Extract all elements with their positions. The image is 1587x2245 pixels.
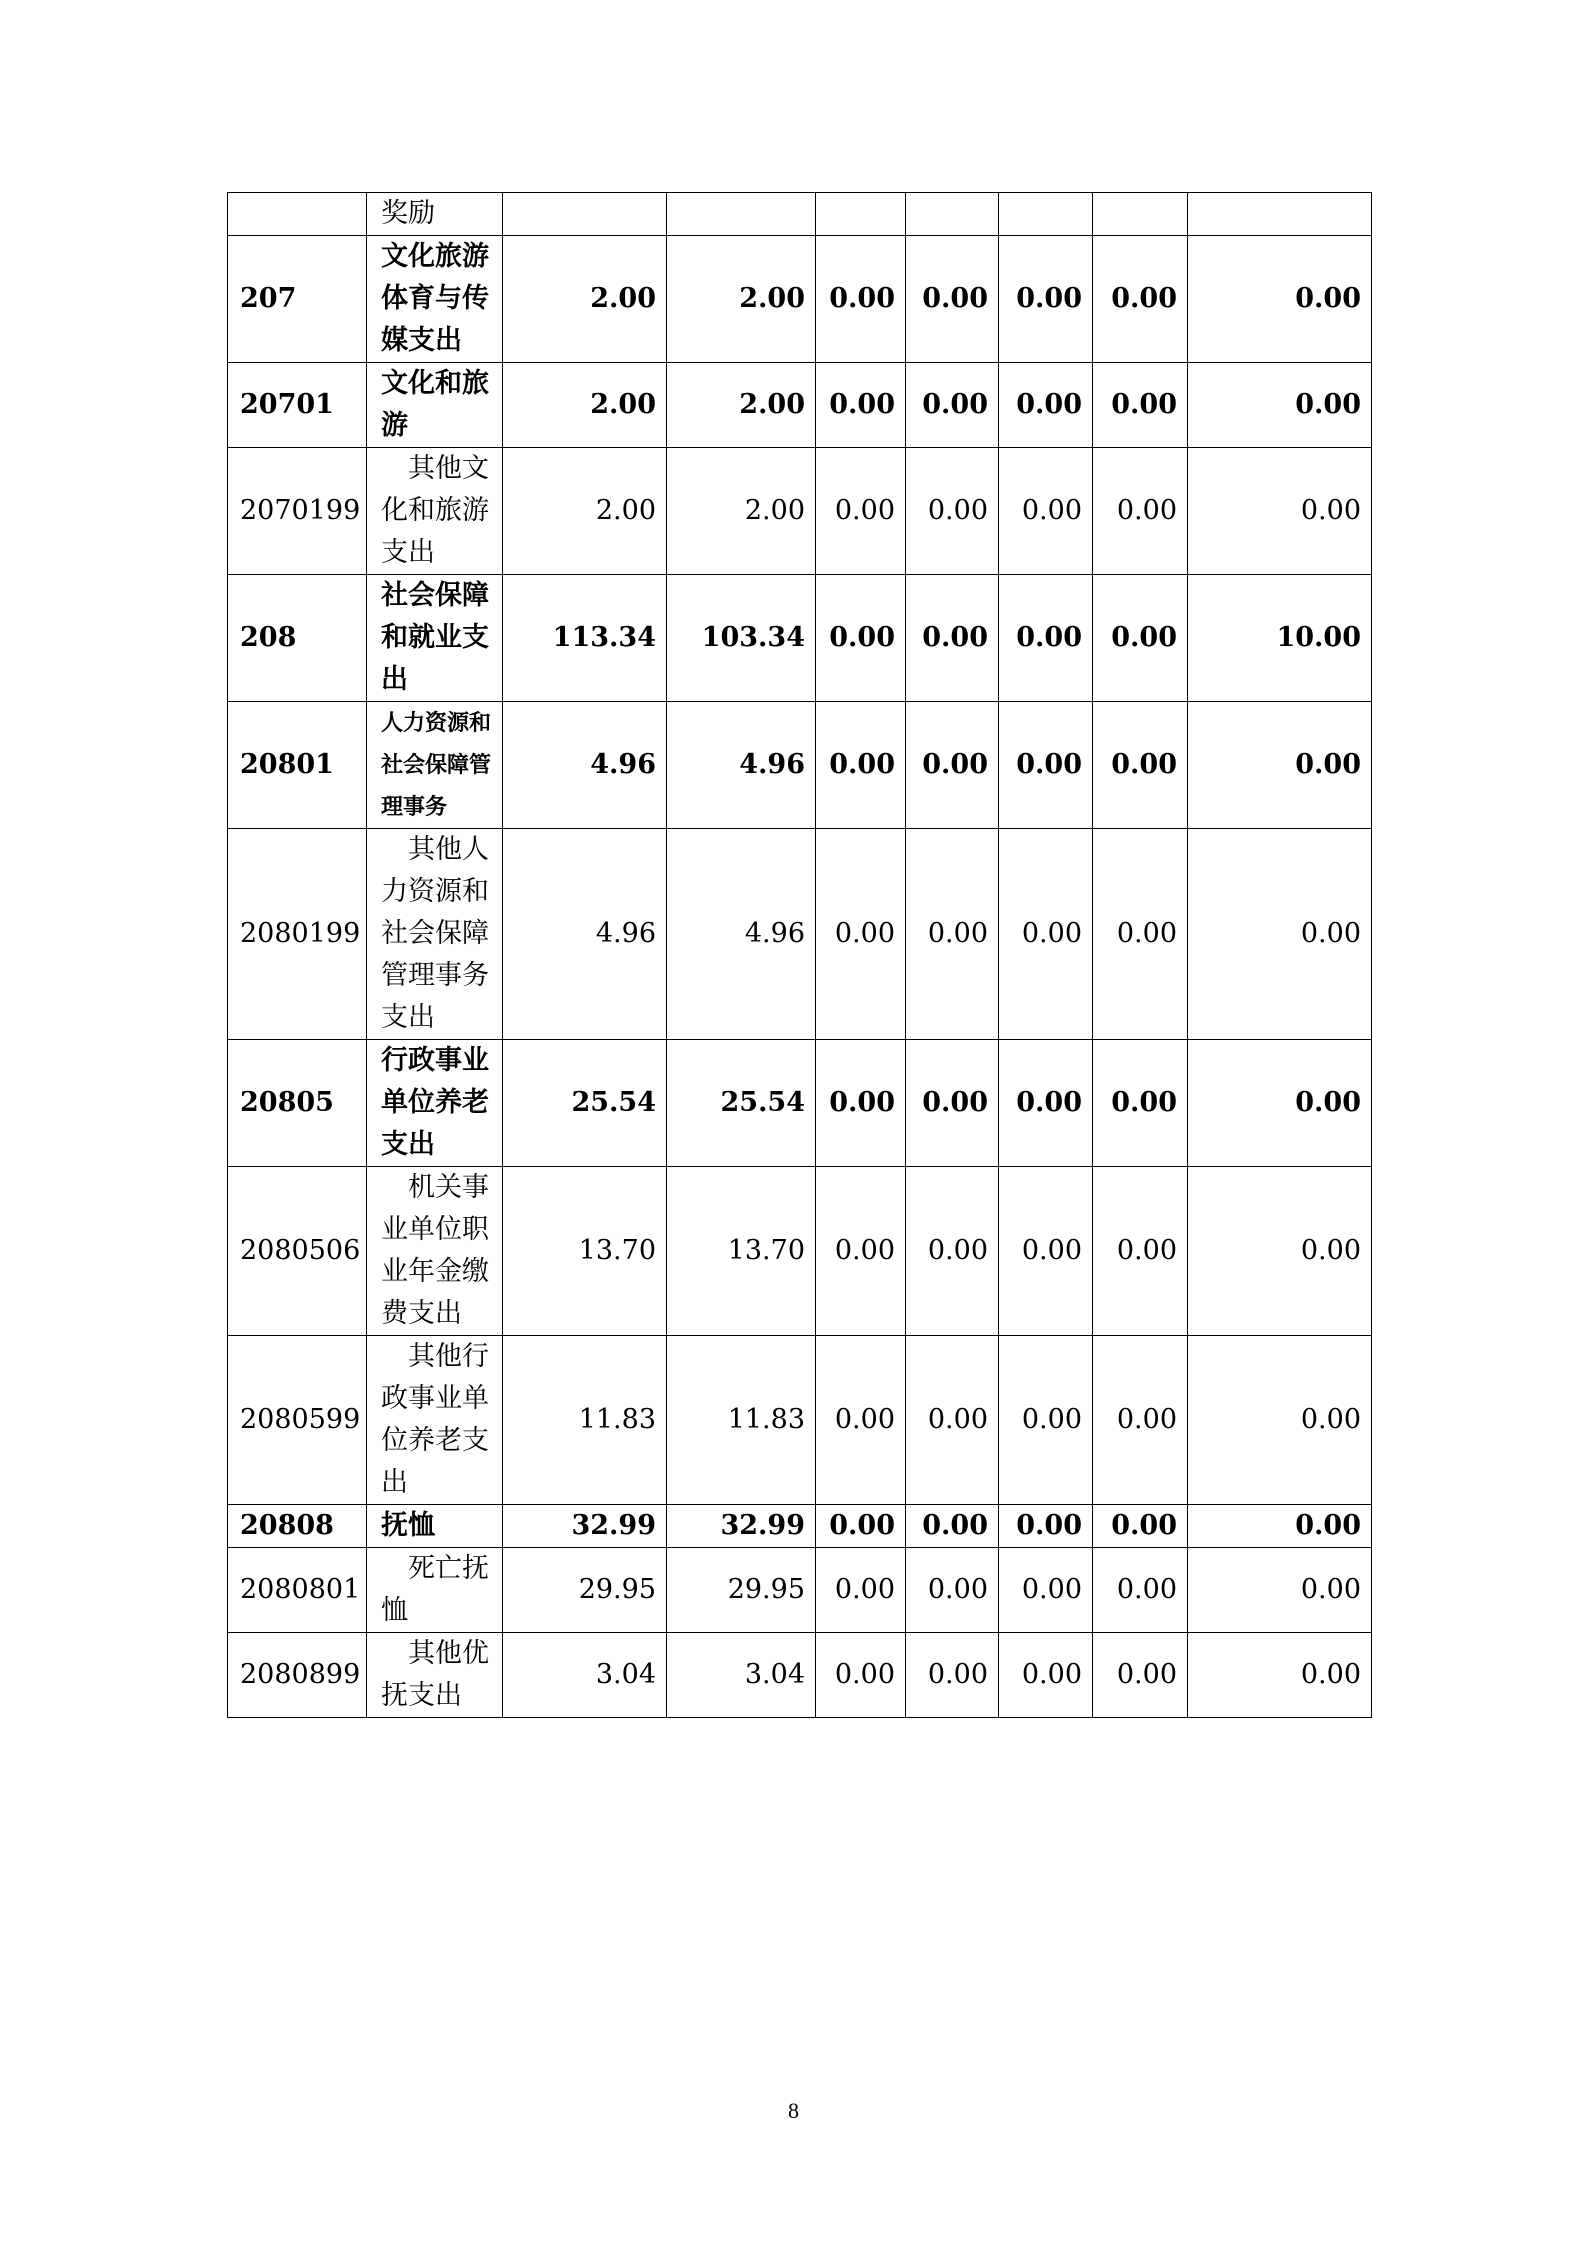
amount-cell: 0.00 [1093, 1548, 1188, 1633]
amount-cell: 0.00 [1093, 448, 1188, 575]
table-row [228, 1633, 1372, 1718]
amount-cell: 0.00 [816, 575, 906, 702]
amount-cell: 0.00 [816, 236, 906, 363]
amount-cell: 0.00 [1093, 829, 1188, 1040]
page-number: 8 [788, 2098, 799, 2123]
amount-cell: 0.00 [906, 575, 999, 702]
account-code-cell: 2080506 [228, 1167, 367, 1336]
amount-cell: 0.00 [1188, 363, 1372, 448]
amount-cell: 4.96 [667, 702, 816, 829]
amount-cell: 0.00 [1188, 1505, 1372, 1548]
amount-cell: 0.00 [999, 448, 1093, 575]
table-row [228, 829, 1372, 1040]
account-code-cell: 2080599 [228, 1336, 367, 1505]
table-row [228, 1548, 1372, 1633]
amount-cell: 0.00 [999, 1505, 1093, 1548]
amount-cell: 0.00 [816, 702, 906, 829]
amount-cell: 0.00 [816, 448, 906, 575]
account-name-cell: 其他人力资源和社会保障管理事务支出 [367, 829, 503, 1040]
account-code-cell: 20701 [228, 363, 367, 448]
amount-cell: 0.00 [1188, 1336, 1372, 1505]
amount-cell: 0.00 [906, 1336, 999, 1505]
amount-cell: 0.00 [1093, 1167, 1188, 1336]
table-row [228, 1040, 1372, 1167]
amount-cell: 11.83 [667, 1336, 816, 1505]
amount-cell: 0.00 [816, 829, 906, 1040]
amount-cell: 0.00 [1093, 236, 1188, 363]
amount-cell: 0.00 [999, 1167, 1093, 1336]
amount-cell: 25.54 [667, 1040, 816, 1167]
amount-cell: 0.00 [816, 1548, 906, 1633]
amount-cell: 0.00 [1093, 1336, 1188, 1505]
amount-cell [1093, 193, 1188, 236]
amount-cell: 2.00 [503, 236, 667, 363]
amount-cell: 0.00 [816, 1167, 906, 1336]
account-name-cell: 其他文化和旅游支出 [367, 448, 503, 575]
table-row [228, 1505, 1372, 1548]
table-row [228, 1167, 1372, 1336]
amount-cell: 4.96 [667, 829, 816, 1040]
amount-cell: 2.00 [667, 363, 816, 448]
amount-cell: 29.95 [503, 1548, 667, 1633]
amount-cell [667, 193, 816, 236]
amount-cell: 0.00 [906, 1167, 999, 1336]
amount-cell: 0.00 [999, 829, 1093, 1040]
amount-cell: 113.34 [503, 575, 667, 702]
account-code-cell: 2080199 [228, 829, 367, 1040]
amount-cell: 0.00 [1188, 1548, 1372, 1633]
account-code-cell: 20801 [228, 702, 367, 829]
amount-cell: 11.83 [503, 1336, 667, 1505]
amount-cell: 0.00 [906, 702, 999, 829]
amount-cell: 0.00 [999, 1040, 1093, 1167]
account-code-cell: 2070199 [228, 448, 367, 575]
amount-cell: 0.00 [906, 448, 999, 575]
account-name-cell: 其他行政事业单位养老支出 [367, 1336, 503, 1505]
amount-cell: 0.00 [999, 1336, 1093, 1505]
amount-cell: 0.00 [999, 236, 1093, 363]
account-code-cell: 207 [228, 236, 367, 363]
amount-cell: 103.34 [667, 575, 816, 702]
account-name-cell: 文化旅游体育与传媒支出 [367, 236, 503, 363]
amount-cell: 0.00 [1093, 575, 1188, 702]
amount-cell: 0.00 [1093, 702, 1188, 829]
amount-cell: 0.00 [906, 363, 999, 448]
amount-cell: 0.00 [1188, 829, 1372, 1040]
account-code-cell: 2080801 [228, 1548, 367, 1633]
amount-cell: 0.00 [1188, 1167, 1372, 1336]
amount-cell: 0.00 [999, 1548, 1093, 1633]
account-name-cell: 文化和旅游 [367, 363, 503, 448]
table-row [228, 1336, 1372, 1505]
amount-cell: 0.00 [906, 829, 999, 1040]
amount-cell: 25.54 [503, 1040, 667, 1167]
table-row [228, 575, 1372, 702]
amount-cell: 0.00 [816, 1336, 906, 1505]
amount-cell: 10.00 [1188, 575, 1372, 702]
table-row [228, 448, 1372, 575]
amount-cell: 0.00 [1093, 363, 1188, 448]
amount-cell: 2.00 [503, 448, 667, 575]
account-name-cell: 行政事业单位养老支出 [367, 1040, 503, 1167]
amount-cell: 0.00 [999, 363, 1093, 448]
amount-cell: 29.95 [667, 1548, 816, 1633]
amount-cell [999, 193, 1093, 236]
amount-cell: 0.00 [1093, 1505, 1188, 1548]
amount-cell: 3.04 [503, 1633, 667, 1718]
amount-cell: 0.00 [1188, 1633, 1372, 1718]
budget-table [227, 192, 1372, 1718]
account-name-cell: 社会保障和就业支出 [367, 575, 503, 702]
account-name-cell: 死亡抚恤 [367, 1548, 503, 1633]
account-code-cell: 208 [228, 575, 367, 702]
table-body [228, 193, 1372, 1718]
amount-cell: 0.00 [999, 575, 1093, 702]
account-name-cell: 抚恤 [367, 1505, 503, 1548]
amount-cell: 0.00 [1188, 448, 1372, 575]
account-name-cell: 机关事业单位职业年金缴费支出 [367, 1167, 503, 1336]
amount-cell: 0.00 [906, 236, 999, 363]
amount-cell: 2.00 [667, 236, 816, 363]
account-name-cell: 其他优抚支出 [367, 1633, 503, 1718]
amount-cell: 0.00 [906, 1040, 999, 1167]
amount-cell: 3.04 [667, 1633, 816, 1718]
amount-cell [1188, 193, 1372, 236]
amount-cell: 13.70 [667, 1167, 816, 1336]
amount-cell: 0.00 [1093, 1040, 1188, 1167]
account-code-cell: 20805 [228, 1040, 367, 1167]
amount-cell: 0.00 [906, 1505, 999, 1548]
amount-cell: 13.70 [503, 1167, 667, 1336]
amount-cell: 0.00 [816, 1040, 906, 1167]
account-name-cell: 奖励 [367, 193, 503, 236]
amount-cell: 2.00 [667, 448, 816, 575]
amount-cell: 0.00 [999, 702, 1093, 829]
table-row [228, 236, 1372, 363]
account-code-cell: 2080899 [228, 1633, 367, 1718]
account-code-cell [228, 193, 367, 236]
amount-cell: 0.00 [999, 1633, 1093, 1718]
table-row [228, 702, 1372, 829]
table-row [228, 363, 1372, 448]
amount-cell: 4.96 [503, 702, 667, 829]
amount-cell: 0.00 [906, 1633, 999, 1718]
amount-cell: 4.96 [503, 829, 667, 1040]
amount-cell: 0.00 [906, 1548, 999, 1633]
amount-cell [503, 193, 667, 236]
account-name-cell: 人力资源和社会保障管理事务 [367, 702, 503, 829]
amount-cell: 0.00 [816, 1505, 906, 1548]
amount-cell: 0.00 [1093, 1633, 1188, 1718]
amount-cell: 0.00 [816, 363, 906, 448]
amount-cell [816, 193, 906, 236]
amount-cell: 0.00 [816, 1633, 906, 1718]
amount-cell: 0.00 [1188, 702, 1372, 829]
amount-cell: 32.99 [667, 1505, 816, 1548]
amount-cell: 32.99 [503, 1505, 667, 1548]
account-code-cell: 20808 [228, 1505, 367, 1548]
amount-cell: 0.00 [1188, 1040, 1372, 1167]
table-row [228, 193, 1372, 236]
amount-cell [906, 193, 999, 236]
amount-cell: 2.00 [503, 363, 667, 448]
amount-cell: 0.00 [1188, 236, 1372, 363]
